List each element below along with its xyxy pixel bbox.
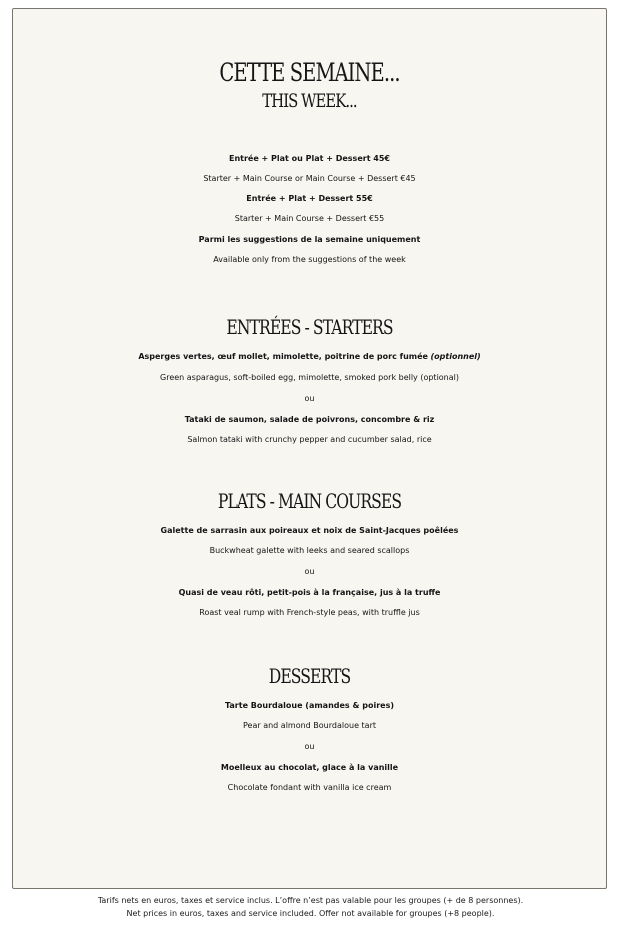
menu-card bbox=[12, 8, 607, 889]
starter-2-fr: Tataki de saumon, salade de poivrons, concombre & riz bbox=[184, 415, 435, 424]
footer-note-en: Net prices in euros, taxes and service included. Offer not available for groupes (+8 people). bbox=[126, 909, 495, 918]
footer-note-fr: Tarifs nets en euros, taxes et service inclus. L’offre n’est pas valable pour les groupes (+ de 8 personnes). bbox=[97, 896, 524, 905]
dessert-1-en: Pear and almond Bourdaloue tart bbox=[243, 721, 376, 730]
menu-subtitle: THIS WEEK... bbox=[262, 90, 357, 112]
starter-2-en: Salmon tataki with crunchy pepper and cucumber salad, rice bbox=[187, 435, 432, 444]
desserts-or: ou bbox=[304, 742, 315, 751]
main-2-fr: Quasi de veau rôti, petit-pois à la française, jus à la truffe bbox=[178, 588, 441, 597]
main-1-fr: Galette de sarrasin aux poireaux et noix de Saint-Jacques poêlées bbox=[160, 526, 459, 535]
formula-2-en: Starter + Main Course + Dessert €55 bbox=[234, 214, 385, 223]
dessert-1-fr: Tarte Bourdaloue (amandes & poires) bbox=[224, 701, 394, 710]
formula-note-fr: Parmi les suggestions de la semaine uniquement bbox=[198, 235, 421, 244]
starters-heading: ENTRÉES - STARTERS bbox=[226, 315, 393, 339]
mains-or: ou bbox=[304, 567, 315, 576]
mains-heading: PLATS - MAIN COURSES bbox=[217, 489, 402, 513]
dessert-2-en: Chocolate fondant with vanilla ice cream bbox=[227, 783, 392, 792]
starter-1-fr-note: (optionnel) bbox=[430, 352, 481, 361]
starters-or: ou bbox=[304, 394, 315, 403]
formula-1-fr: Entrée + Plat ou Plat + Dessert 45€ bbox=[228, 154, 390, 163]
starter-1-fr-name: Asperges vertes, œuf mollet, mimolette, poitrine de porc fumée bbox=[138, 352, 428, 361]
starter-1-en: Green asparagus, soft-boiled egg, mimolette, smoked pork belly (optional) bbox=[160, 373, 459, 382]
starter-1-fr bbox=[13, 347, 606, 367]
formula-1-en: Starter + Main Course or Main Course + Dessert €45 bbox=[203, 174, 416, 183]
dessert-2-fr: Moelleux au chocolat, glace à la vanille bbox=[220, 763, 399, 772]
formula-2-fr: Entrée + Plat + Dessert 55€ bbox=[246, 194, 373, 203]
desserts-heading: DESSERTS bbox=[268, 664, 351, 688]
main-1-en: Buckwheat galette with leeks and seared scallops bbox=[209, 546, 410, 555]
main-2-en: Roast veal rump with French-style peas, with truffle jus bbox=[199, 608, 420, 617]
menu-title: CETTE SEMAINE... bbox=[219, 58, 400, 87]
formula-note-en: Available only from the suggestions of the week bbox=[213, 255, 406, 264]
